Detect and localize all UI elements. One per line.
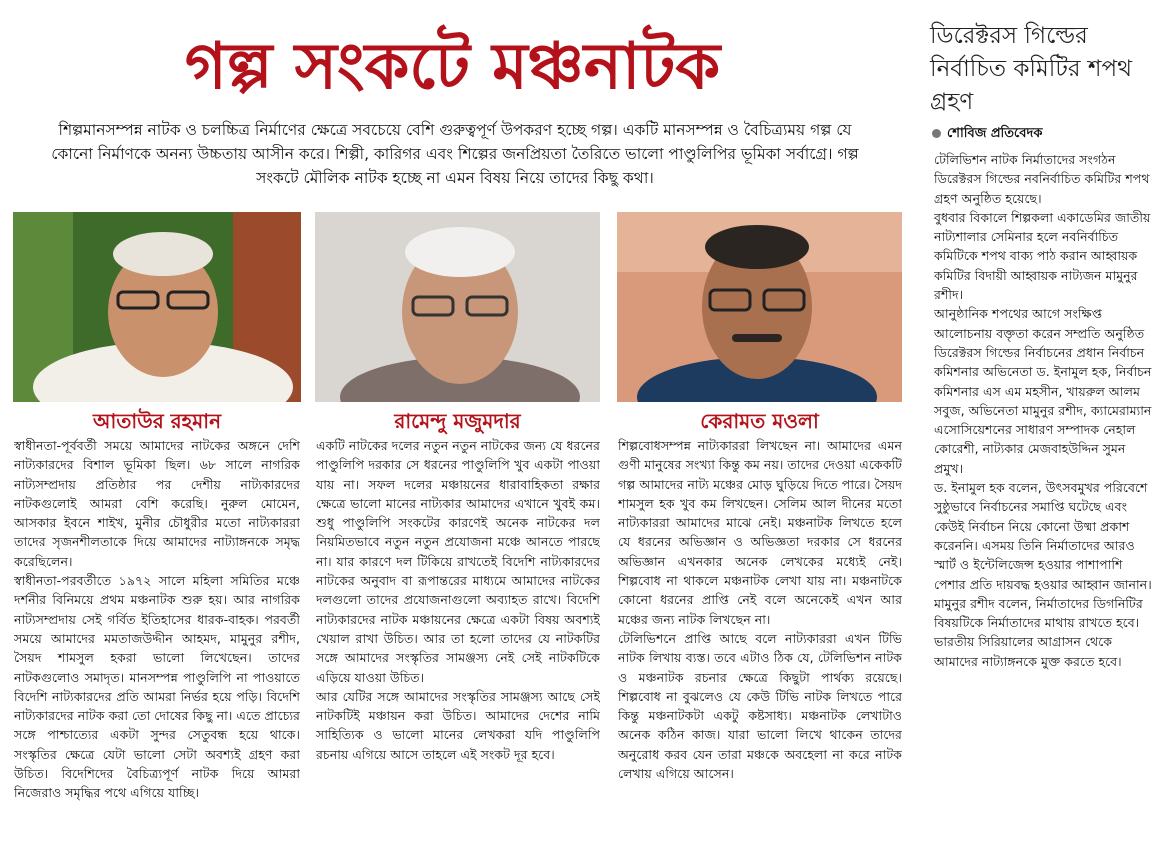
sidebar-paragraph: টেলিভিশন নাটক নির্মাতাদের সংগঠন ডিরেক্টরস গিল্ডের নবনির্বাচিত কমিটির শপথ গ্রহণ অনুষ্ঠিত হয়েছে।	[934, 152, 1150, 206]
person-name-3: কেরামত মওলা	[700, 409, 819, 433]
column-paragraph: আর যেটির সঙ্গে আমাদের সংস্কৃতির সামঞ্জস্য আছে সেই নাটকটিই মঞ্চায়ন করা উচিত। আমাদের দেশের নামি সাহিত্যিক ও ভালো মানের লেখকরা যদি পাণ্ডুলিপি রচনায় এগিয়ে আসে তাহলে এই সংকট দূর হবে।	[316, 688, 600, 762]
sidebar-news	[920, 0, 1161, 855]
portrait-photo-3	[617, 212, 902, 402]
sidebar-paragraph: বুধবার বিকালে শিল্পকলা একাডেমির জাতীয় নাট্যশালার সেমিনার হলে নবনির্বাচিত কমিটিকে শপথ বাক্য পাঠ করান আহ্বায়ক কমিটির বিদায়ী আহ্বায়ক নাট্যজন মামুনুর রশীদ।	[934, 209, 1151, 303]
sidebar-headline: ডিরেক্টরস গিল্ডের নির্বাচিত কমিটির শপথ গ্রহণ	[930, 23, 1132, 115]
sidebar-body	[934, 150, 1156, 850]
column-paragraph: একটি নাটকের দলের নতুন নতুন নাটকের জন্য যে ধরনের পাণ্ডুলিপি দরকার সে ধরনের পাণ্ডুলিপি খুব একটা পাওয়া যায় না। সফল দলের মঞ্চায়নের ধারাবাহিকতা রক্ষার ক্ষেত্রে ভালো মানের নাট্যকার আমাদের এখানে খুবই কম। শুধু পাণ্ডুলিপি সংকটের কারণেই অনেক নাটকের দল নিয়মিতভাবে নতুন নতুন প্রযোজনা মঞ্চে আনতে পারছে না। যার কারণে দল টিকিয়ে রাখতেই বিদেশি নাট্যকারদের নাটকের অনুবাদ বা রূপান্তরের মাধ্যমে আমাদের নাটকের দলগুলো তাদের প্রযোজনাগুলো অব্যাহত রাখে। বিদেশি নাট্যকারদের নাটক মঞ্চায়নের ক্ষেত্রে একটা বিষয় অবশ্যই খেয়াল রাখা উচিত। আর তা হলো তাদের যে নাটকটির সঙ্গে আমাদের সংস্কৃতির সামঞ্জস্য নেই সেই নাটকটিকে এড়িয়ে যাওয়া উচিত।	[316, 438, 600, 685]
sidebar-paragraph: আনুষ্ঠানিক শপথের আগে সংক্ষিপ্ত আলোচনায় বক্তৃতা করেন সম্প্রতি অনুষ্ঠিত ডিরেক্টরস গিল্ডের নির্বাচনের প্রধান নির্বাচন কমিশনার অভিনেতা ড. ইনামুল হক, নির্বাচন কমিশনার এস এম মহসীন, খায়রুল আলম সবুজ, অভিনেতা মামুনুর রশীদ, ক্যামেরাম্যান এসোসিয়েশনের সাধারণ সম্পাদক নেহাল কোরেশী, নাট্যকার মেজবাহউদ্দিন সুমন প্রমুখ।	[934, 306, 1152, 476]
column-paragraph: স্বাধীনতা-পরবর্তীতে ১৯৭২ সালে মহিলা সমিতির মঞ্চে দর্শনীর বিনিময়ে প্রথম মঞ্চনাটক শুরু হয়। আর নাগরিক নাট্যসম্প্রদায় সেই গর্বিত ইতিহাসের ধারক-বাহক। পরবর্তী সময়ে আমাদের মমতাজউদ্দীন আহমদ, মামুনুর রশীদ, সৈয়দ শামসুল হকরা ভালো লিখেছেন। তাদের নাটকগুলোও সমাদৃত। মানসম্পন্ন পাণ্ডুলিপি না পাওয়াতে বিদেশি নাট্যকারদের প্রতি আমরা নির্ভর হয়ে পড়ি। বিদেশি নাট্যকারদের নাটক করা তো দোষের কিছু না। এতে প্রাচ্যের সঙ্গে পাশ্চাত্যের একটা সুন্দর সেতুবন্ধ হয়ে থাকে। সংস্কৃতির ক্ষেত্রে যেটা ভালো সেটা অবশ্যই গ্রহণ করা উচিত। বিদেশিদের বৈচিত্র্যপূর্ণ নাটক দিয়ে আমরা নিজেরাও সমৃদ্ধির পথে এগিয়ে যাচ্ছি।	[14, 573, 300, 801]
bullet-icon	[932, 129, 941, 138]
sidebar-paragraph: ড. ইনামুল হক বলেন, উৎসবমুখর পরিবেশে সুষ্ঠুভাবে নির্বাচনের সমাপ্তি ঘটেছে এবং কেউই নির্বাচন নিয়ে কোনো উষ্মা প্রকাশ করেননি। এসময় তিনি নির্মাতাদের আরও স্মার্ট ও ইন্টেলিজেন্স হওয়ার পাশাপাশি পেশার প্রতি দায়বদ্ধ হওয়ার আহ্বান জানান।	[934, 480, 1152, 592]
column-paragraph: স্বাধীনতা-পূর্ববর্তী সময়ে আমাদের নাটকের অঙ্গনে দেশি নাট্যকারদের বিশাল ভূমিকা ছিল। ৬৮ সালে নাগরিক নাট্যসম্প্রদায় প্রতিষ্ঠার পর দেশীয় নাট্যকারদের নাটকগুলোই আমরা বেশি করেছি। নুরুল মোমেন, আসকার ইবনে শাইখ, মুনীর চৌধুরীর মতো নাট্যকাররা তাদের সৃজনশীলতাকে দিয়ে আমাদের নাট্যাঙ্গনকে সমৃদ্ধ করেছিলেন।	[14, 438, 300, 569]
sidebar-paragraph: মামুনুর রশীদ বলেন, নির্মাতাদের ডিগনিটির বিষয়টিকে নির্মাতাদের মাথায় রাখতে হবে। ভারতীয় সিরিয়ালের আগ্রাসন থেকে আমাদের নাট্যাঙ্গনকে মুক্ত করতে হবে।	[934, 595, 1143, 669]
column-text-2	[316, 436, 600, 851]
portrait-photo-2	[315, 212, 600, 402]
person-name-2: রামেন্দু মজুমদার	[394, 409, 521, 433]
column-text-3	[618, 436, 902, 851]
byline-text: শোবিজ প্রতিবেদক	[947, 126, 1043, 141]
column-text-1	[14, 436, 300, 851]
page-headline: গল্প সংকটে মঞ্চনাটক	[184, 29, 721, 104]
column-paragraph: শিল্পবোধসম্পন্ন নাট্যকাররা লিখছেন না। আমাদের এমন গুণী মানুষের সংখ্যা কিন্তু কম নয়। তাদের দেওয়া একেকটি গল্প আমাদের নাট্য মঞ্চের মোড় ঘুড়িয়ে দিতে পারে। সৈয়দ শামসুল হক খুব কম লিখছেন। সেলিম আল দীনের মতো নাট্যকাররা আমাদের মাঝে নেই। মঞ্চনাটক লিখতে হলে যে ধরনের অভিজ্ঞান ও অভিজ্ঞতা দরকার সে ধরনের অভিজ্ঞান এখনকার অনেক লেখকের মধ্যেই নেই। শিল্পবোধ না থাকলে মঞ্চনাটক লেখা যায় না। মঞ্চনাটকে কোনো ধরনের প্রাপ্তি নেই বলে অনেকেই এখন আর মঞ্চের জন্য নাটক লিখছেন না।	[618, 438, 902, 627]
byline	[932, 124, 1157, 145]
intro-paragraph: শিল্পমানসম্পন্ন নাটক ও চলচ্চিত্র নির্মাণের ক্ষেত্রে সবচেয়ে বেশি গুরুত্বপূর্ণ উপকরণ হচ্ছে গল্প। একটি মানসম্পন্ন ও বৈচিত্র্যময় গল্প যে কোনো নির্মাণকে অনন্য উচ্চতায় আসীন করে। শিল্পী, কারিগর এবং শিল্পের জনপ্রিয়তা তৈরিতে ভালো পাণ্ডুলিপির ভূমিকা সর্বাগ্রে। গল্প সংকটে মৌলিক নাটক হচ্ছে না এমন বিষয় নিয়ে তাদের কিছু কথা।	[51, 121, 859, 187]
column-paragraph: টেলিভিশনে প্রাপ্তি আছে বলে নাট্যকাররা এখন টিভি নাটক লিখায় ব্যস্ত। তবে এটাও ঠিক যে, টেলিভিশন নাটক ও মঞ্চনাটক রচনার ক্ষেত্রে কিছুটা পার্থক্য রয়েছে। শিল্পবোধ না বুঝলেও যে কেউ টিভি নাটক লিখতে পারে কিন্তু মঞ্চনাটকটা একটু কষ্টসাধ্য। মঞ্চনাটক লেখাটাও অনেক কঠিন কাজ। যারা ভালো লিখে থাকেন তাদের অনুরোধ করব যেন তারা মঞ্চকে অবহেলা না করে নাটক লেখায় এগিয়ে আসেন।	[618, 630, 902, 782]
person-name-1: আতাউর রহমান	[92, 409, 222, 433]
portrait-photo-1	[13, 212, 301, 402]
